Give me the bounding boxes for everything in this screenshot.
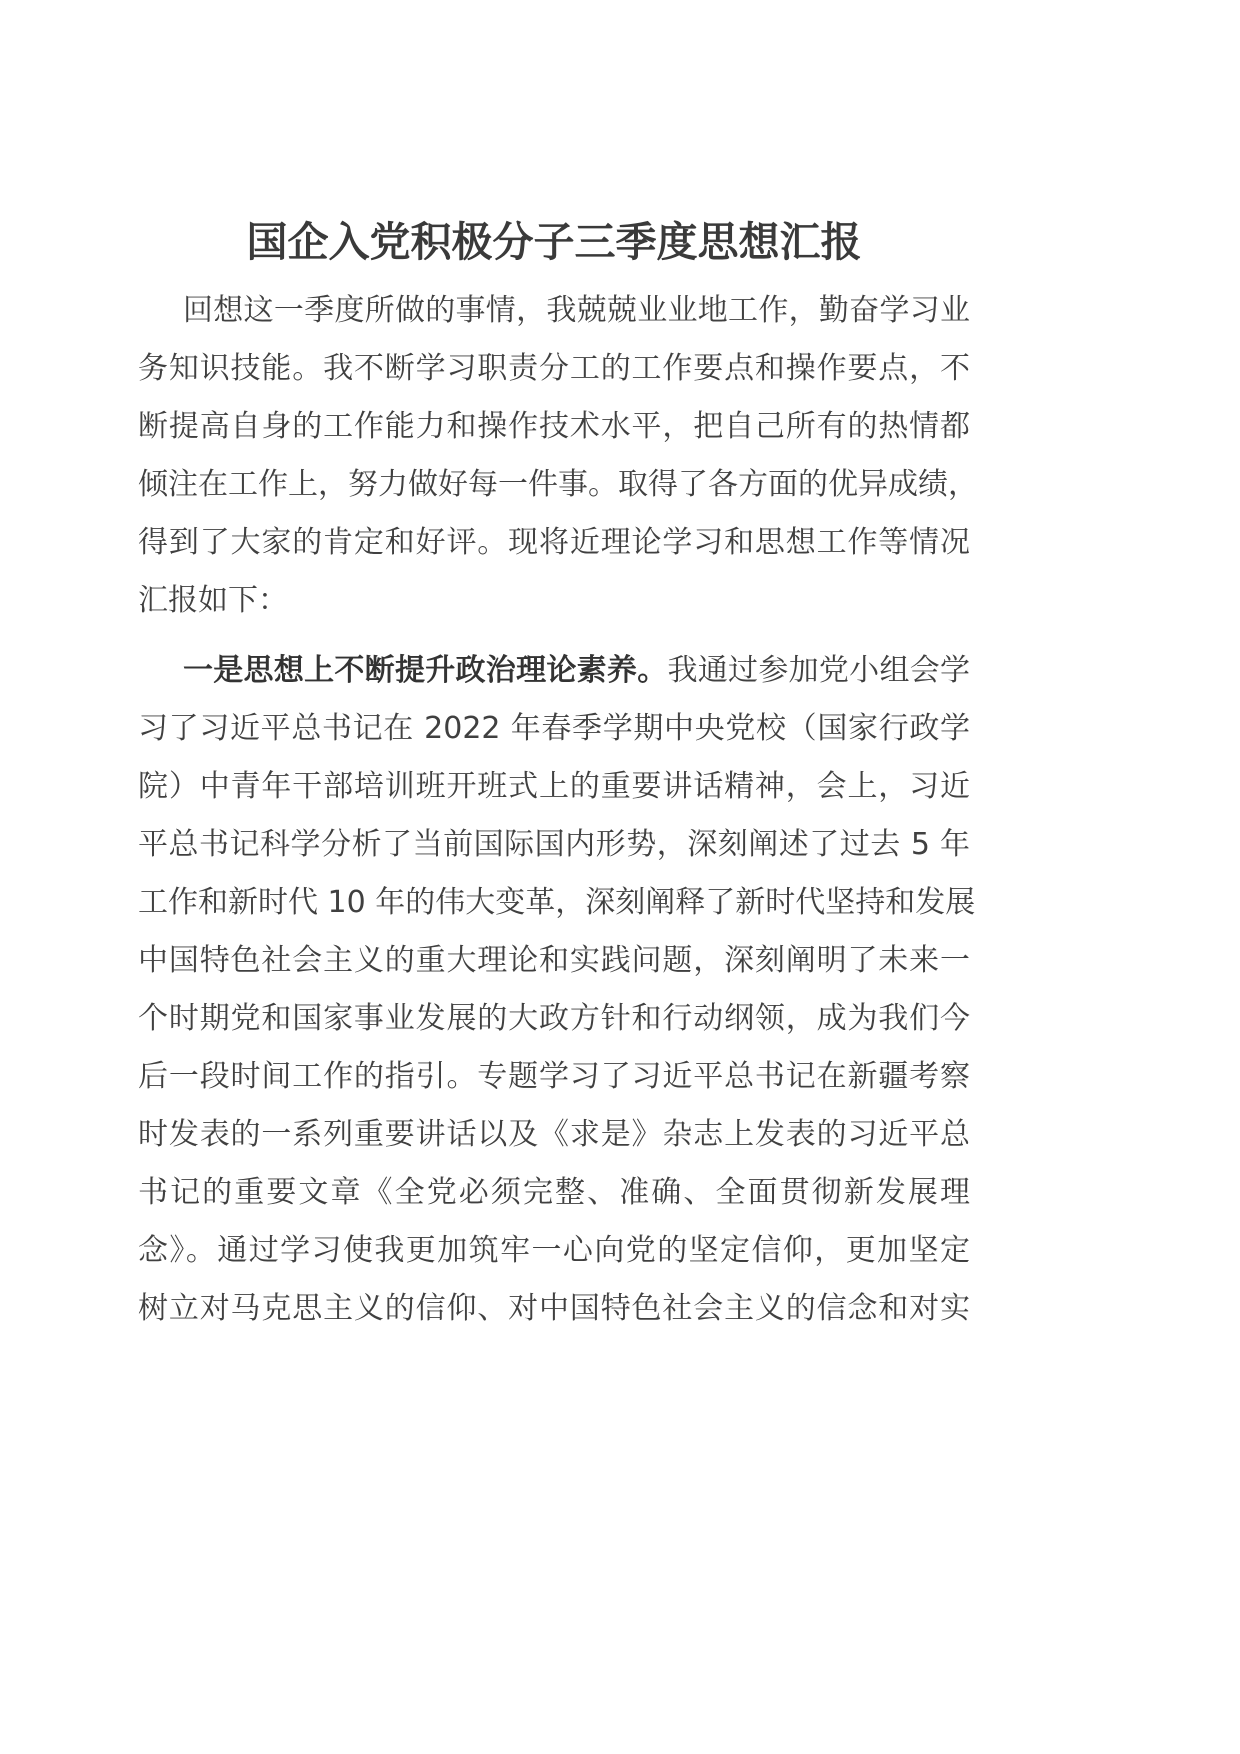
paragraph-section-one xyxy=(138,642,976,1338)
paragraph-line: 院）中青年干部培训班开班式上的重要讲话精神，会上，习近 xyxy=(138,769,970,804)
paragraph-line: 务知识技能。我不断学习职责分工的工作要点和操作要点，不 xyxy=(138,351,970,386)
paragraph-line: 断提高自身的工作能力和操作技术水平，把自己所有的热情都 xyxy=(138,409,970,444)
paragraph-line: 后一段时间工作的指引。专题学习了习近平总书记在新疆考察 xyxy=(138,1059,970,1094)
paragraph-line xyxy=(138,642,970,700)
paragraph-line: 工作和新时代 10 年的伟大变革，深刻阐释了新时代坚持和发展 xyxy=(138,885,976,920)
paragraph-line: 时发表的一系列重要讲话以及《求是》杂志上发表的习近平总 xyxy=(138,1117,970,1152)
paragraph-line: 树立对马克思主义的信仰、对中国特色社会主义的信念和对实 xyxy=(138,1291,970,1326)
paragraph-line: 书记的重要文章《全党必须完整、准确、全面贯彻新发展理 xyxy=(138,1175,970,1210)
paragraph-line: 倾注在工作上，努力做好每一件事。取得了各方面的优异成绩， xyxy=(138,467,978,502)
paragraph-line: 念》。通过学习使我更加筑牢一心向党的坚定信仰，更加坚定 xyxy=(138,1233,970,1268)
paragraph-line: 得到了大家的肯定和好评。现将近理论学习和思想工作等情况 xyxy=(138,525,970,560)
paragraph-line: 个时期党和国家事业发展的大政方针和行动纲领，成为我们今 xyxy=(138,1001,970,1036)
paragraph-line: 平总书记科学分析了当前国际国内形势，深刻阐述了过去 5 年 xyxy=(138,827,970,862)
paragraph-intro xyxy=(138,282,978,630)
paragraph-line: 中国特色社会主义的重大理论和实践问题，深刻阐明了未来一 xyxy=(138,943,970,978)
paragraph-line: 习了习近平总书记在 2022 年春季学期中央党校（国家行政学 xyxy=(138,711,970,746)
paragraph-text: 我通过参加党小组会学 xyxy=(667,653,971,688)
paragraph-line: 汇报如下： xyxy=(138,583,288,618)
paragraph-line: 回想这一季度所做的事情，我兢兢业业地工作，勤奋学习业 xyxy=(183,293,970,328)
document-title: 国企入党积极分子三季度思想汇报 xyxy=(246,218,862,266)
section-heading: 一是思想上不断提升政治理论素养。 xyxy=(183,653,668,688)
